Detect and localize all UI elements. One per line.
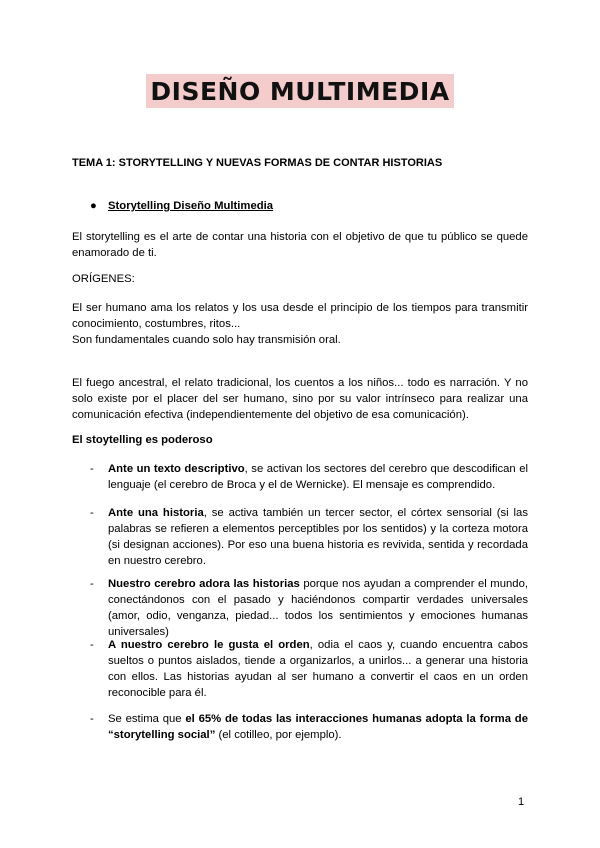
list-item-rest: (el cotilleo, por ejemplo). bbox=[215, 729, 342, 741]
list-item-text bbox=[108, 637, 528, 701]
document-title: DISEÑO MULTIMEDIA bbox=[146, 74, 453, 108]
paragraph-intro: El storytelling es el arte de contar una historia con el objetivo de que tu público se quede enamorado de ti. bbox=[72, 231, 528, 259]
list-item-rest: , odia el caos y, cuando encuentra cabos sueltos o puntos aislados, tiende a organizarlos, a unirlos... a generar una historia con ellos. Las historias ayudan al ser humano a convertir el caos en un orden reconocible para él. bbox=[108, 639, 528, 699]
section-heading: TEMA 1: STORYTELLING Y NUEVAS FORMAS DE CONTAR HISTORIAS bbox=[72, 157, 443, 169]
dash-marker: - bbox=[90, 578, 94, 590]
paragraph-origenes bbox=[72, 300, 528, 348]
list-item bbox=[90, 461, 528, 493]
dash-marker: - bbox=[90, 713, 94, 725]
list-item-text bbox=[108, 461, 528, 493]
list-item-rest: , se activa también un tercer sector, el córtex sensorial (si las palabras se refieren a elementos perceptibles por los sentidos) y la corteza motora (si designan acciones). Por eso una buena historia es revivida, sentida y recordada en nuestro cerebro. bbox=[108, 507, 528, 567]
paragraph-fuego: El fuego ancestral, el relato tradicional, los cuentos a los niños... todo es narración. Y no solo existe por el placer del ser humano, sino por su valor intrínseco para realizar una comunicación efectiva (independientemente del objetivo de esa comunicación). bbox=[72, 377, 528, 421]
list-item-bold: Nuestro cerebro adora las historias bbox=[108, 578, 300, 590]
paragraph-origenes-line1: El ser humano ama los relatos y los usa desde el principio de los tiempos para transmitir conocimiento, costumbres, ritos... bbox=[72, 302, 528, 330]
list-item bbox=[90, 576, 528, 640]
list-item-bold: el 65% de todas las interacciones humanas adopta la forma de “storytelling social” bbox=[108, 713, 528, 741]
list-item-bold: Ante un texto descriptivo bbox=[108, 463, 245, 475]
paragraph-origenes-line2: Son fundamentales cuando solo hay transmisión oral. bbox=[72, 334, 341, 346]
dash-marker: - bbox=[90, 463, 94, 475]
list-item bbox=[90, 637, 528, 701]
list-item-bold: A nuestro cerebro le gusta el orden bbox=[108, 639, 310, 651]
list-item-rest: , se activan los sectores del cerebro que descodifican el lenguaje (el cerebro de Broca y el de Wernicke). El mensaje es comprendido. bbox=[108, 463, 528, 491]
list-item-bold: Ante una historia bbox=[108, 507, 204, 519]
dash-marker: - bbox=[90, 639, 94, 651]
list-item-text bbox=[108, 505, 528, 569]
list-item bbox=[90, 711, 528, 743]
paragraph-origenes-label: ORÍGENES: bbox=[72, 273, 135, 285]
list-item-rest: porque nos ayudan a comprender el mundo, conectándonos con el pasado y haciéndonos compartir verdades universales (amor, odio, venganza, piedad... todos los sentimientos y emociones humanas universales) bbox=[108, 578, 528, 638]
list-item-text bbox=[108, 711, 528, 743]
title-wrapper bbox=[0, 74, 600, 108]
page-number: 1 bbox=[518, 796, 525, 808]
bullet-marker: ● bbox=[90, 200, 97, 212]
list-item bbox=[90, 505, 528, 569]
list-item-text bbox=[108, 576, 528, 640]
dash-marker: - bbox=[90, 507, 94, 519]
subsection-heading: Storytelling Diseño Multimedia bbox=[108, 200, 274, 212]
paragraph-poderoso: El stoytelling es poderoso bbox=[72, 434, 213, 446]
list-item-pre: Se estima que bbox=[108, 713, 186, 725]
